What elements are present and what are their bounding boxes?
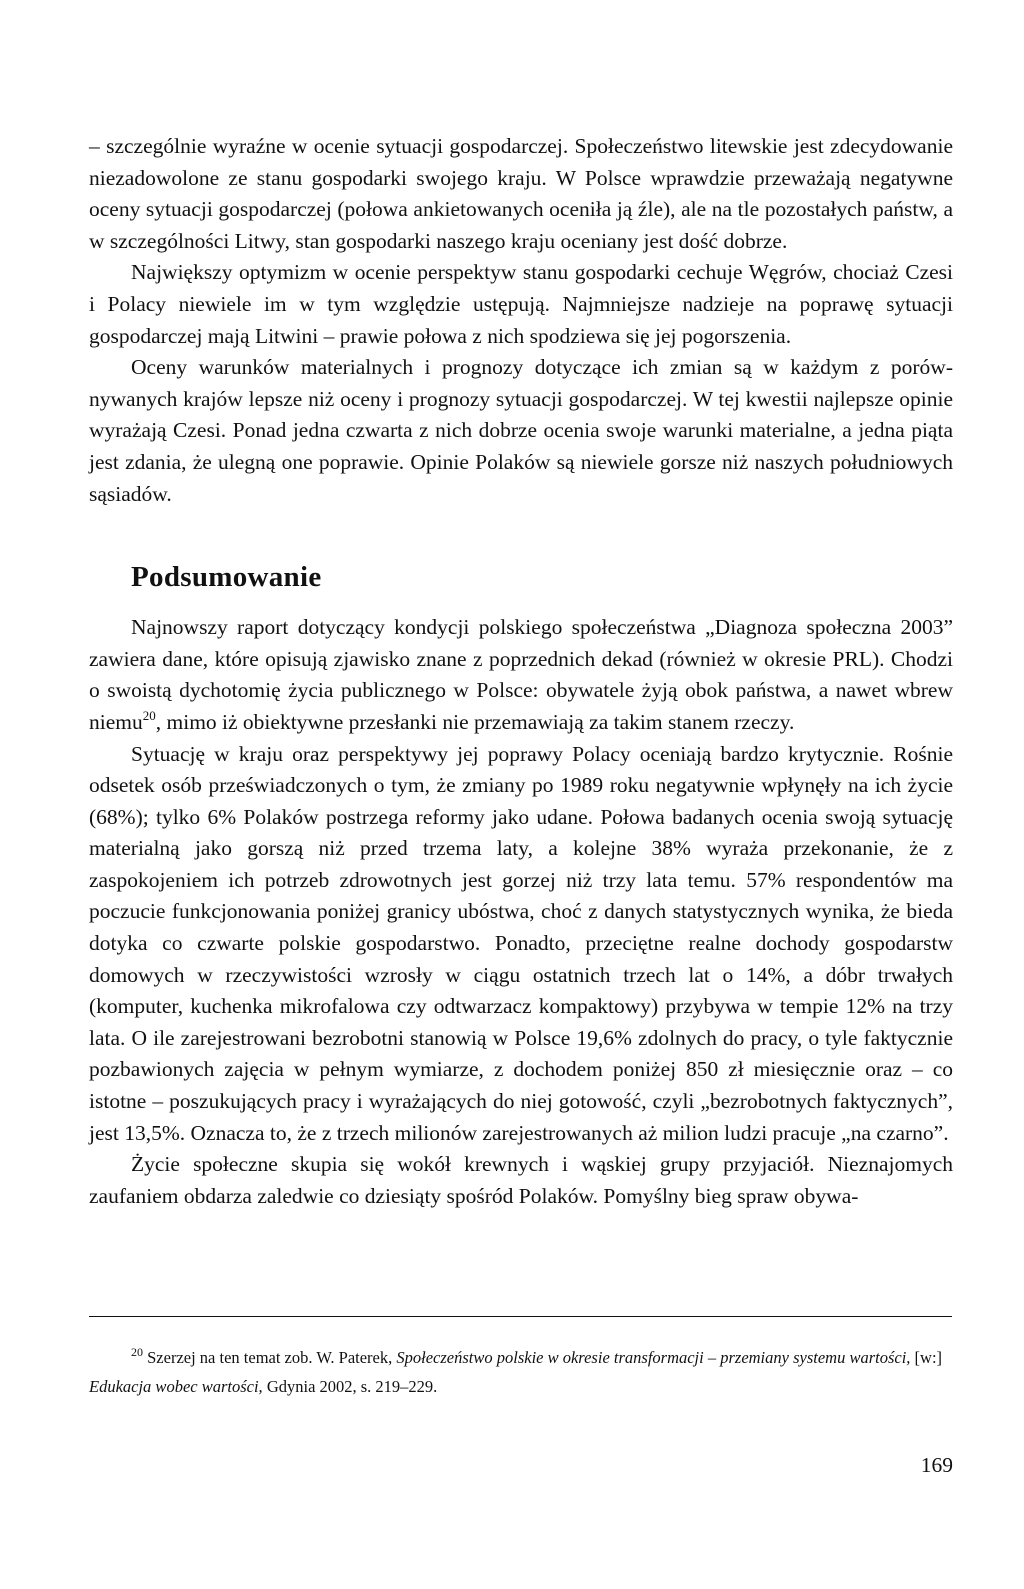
footnote-article-title: Społeczeństwo polskie w okresie transformacji – przemiany systemu wartości, xyxy=(396,1348,911,1367)
footnote-text-mid: [w:] xyxy=(910,1348,943,1367)
paragraph-4-text-after-footnote: , mimo iż obiektywne przesłanki nie przemawiają za takim stanem rzeczy. xyxy=(155,709,795,734)
footnote-text-end: Gdynia 2002, s. 219–229. xyxy=(262,1377,438,1396)
body-paragraph-2: Największy optymizm w ocenie perspektyw stanu gospodarki cechuje Węgrów, chociaż Czesi i Polacy niewiele im w tym względzie ustępują. Najmniejsze nadzieje na poprawę sytuacji gospodarczej mają Litwini – prawie połowa z nich spodziewa się jej pogorszenia. xyxy=(89,260,953,348)
body-paragraph-1: – szczególnie wyraźne w ocenie sytuacji gospodarczej. Społeczeństwo litewskie jest zdecydowanie niezadowolone ze stanu gospodarki swojego kraju. W Polsce wprawdzie przeważają negatywne oceny sytuacji gospodarczej (połowa ankietowanych oceniła ją źle), ale na tle pozostałych państw, a w szczególności Litwy, stan gospodarki naszego kraju oceniany jest dość dobrze. xyxy=(89,134,953,253)
body-paragraph-5: Sytuację w kraju oraz perspektywy jej poprawy Polacy oceniają bardzo krytycznie. Rośnie odsetek osób przeświadczonych o tym, że zmiany po 1989 roku negatywnie wpłynęły na ich życie (68%); tylko 6% Polaków postrzega reformy jako udane. Połowa badanych ocenia swoją sytuację materialną jako gorszą niż przed trzema laty, a kolejne 38% wyraża przekonanie, że z zaspokojeniem ich potrzeb zdrowotnych jest gorzej niż trzy lata temu. 57% respondentów ma poczucie funkcjonowania poniżej granicy ubóstwa, choć z danych statystycznych wynika, że bieda dotyka co czwarte polskie gospodarstwo. Ponadto, przeciętne realne dochody gospodarstw domowych w rzeczywistości wzrosły w ciągu ostatnich trzech lat o 14%, a dóbr trwałych (komputer, kuchenka mikrofalowa czy odtwarzacz kompaktowy) przybywa w tempie 12% na trzy lata. O ile zarejestrowani bezrobotni stanowią w Polsce 19,6% zdolnych do pracy, o tyle faktycznie pozbawionych zajęcia w pełnym wymiarze, z dochodem poniżej 850 zł miesięcznie oraz – co istotne – poszukujących pracy i wyrażających do niej gotowość, czyli „bezrobotnych faktycznych”, jest 13,5%. Oznacza to, że z trzech milionów zarejestrowanych aż milion ludzi pracuje „na czarno”. xyxy=(89,741,953,1145)
footnote-number: 20 xyxy=(131,1345,143,1359)
page-number: 169 xyxy=(920,1453,953,1477)
footnotes xyxy=(89,1343,953,1401)
footnote-divider xyxy=(89,1316,952,1317)
footnote-text-lead: Szerzej na ten temat zob. W. Paterek, xyxy=(143,1348,397,1367)
footnote-book-title: Edukacja wobec wartości, xyxy=(89,1377,263,1396)
footnote-20 xyxy=(89,1343,953,1401)
footnote-reference[interactable]: 20 xyxy=(142,707,156,723)
body-paragraph-4 xyxy=(89,612,953,738)
section-heading: Podsumowanie xyxy=(131,561,322,594)
page-content xyxy=(89,131,953,1212)
body-paragraph-3: Oceny warunków materialnych i prognozy dotyczące ich zmian są w każdym z porównywanych krajów lepsze niż oceny i prognozy sytuacji gospodarczej. W tej kwestii najlepsze opinie wyrażają Czesi. Ponad jedna czwarta z nich dobrze ocenia swoje warunki materialne, a jedna piąta jest zdania, że ulegną one poprawie. Opinie Polaków są niewiele gorsze niż naszych południowych sąsiadów. xyxy=(89,355,953,506)
body-paragraph-6: Życie społeczne skupia się wokół krewnych i wąskiej grupy przyjaciół. Nieznajomych zaufaniem obdarza zaledwie co dziesiąty spośród Polaków. Pomyślny bieg spraw obywa- xyxy=(89,1152,953,1208)
paragraph-4-text-before-footnote: Najnowszy raport dotyczący kondycji polskiego społeczeństwa „Diagnoza społeczna 2003” zawiera dane, które opisują zjawisko znane z poprzednich dekad (również w okresie PRL). Chodzi o swoistą dychotomię życia publicznego w Polsce: obywatele żyją obok państwa, a nawet wbrew niemu xyxy=(89,615,953,734)
